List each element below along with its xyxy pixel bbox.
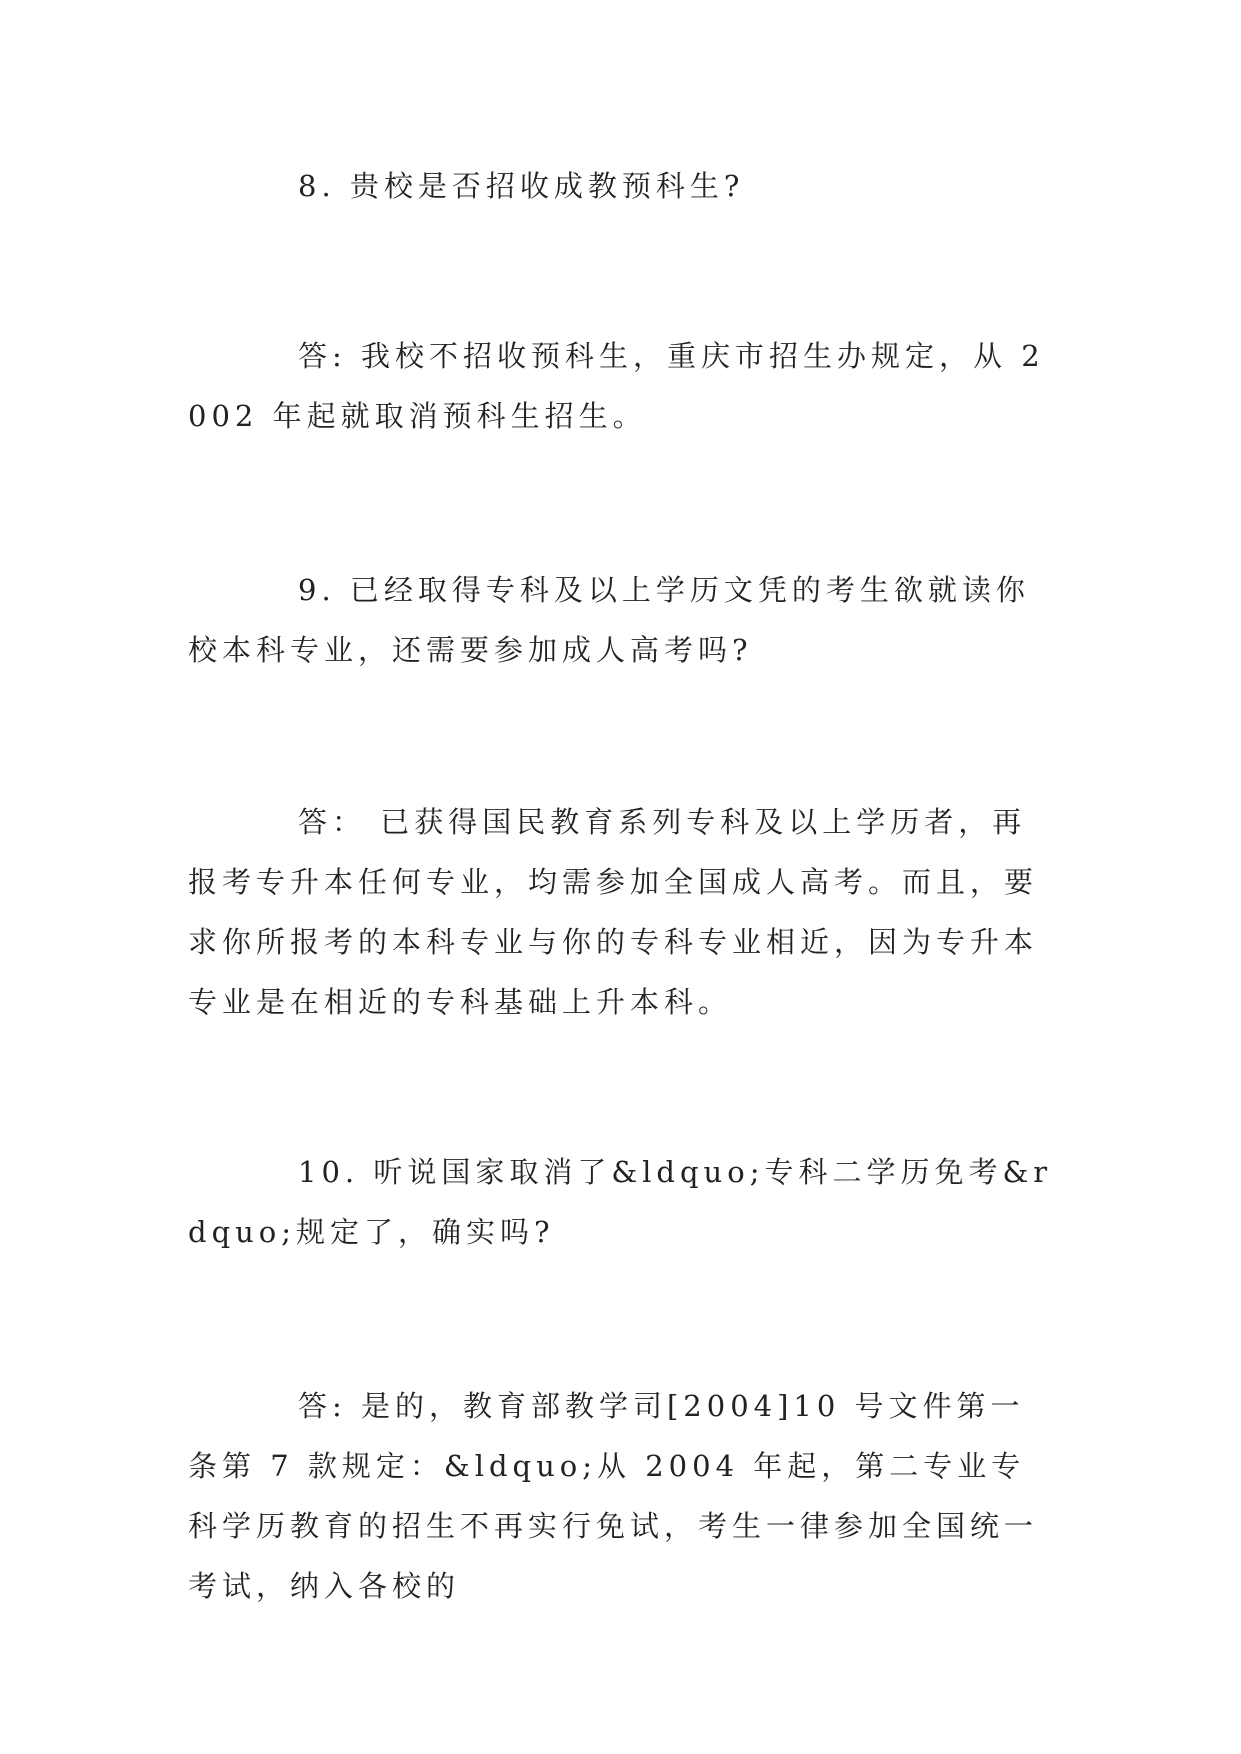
question-10: 10. 听说国家取消了&ldquo;专科二学历免考&rdquo;规定了，确实吗? [188,1155,1053,1249]
answer-10: 答: 是的，教育部教学司[2004]10 号文件第一条第 7 款规定：&ldquo;从 2004 年起，第二专业专科学历教育的招生不再实行免试，考生一律参加全国统一考试，纳入各校的 [188,1389,1039,1603]
answer-8: 答: 我校不招收预科生，重庆市招生办规定，从 2002 年起就取消预科生招生。 [188,339,1045,433]
answer-9: 答： 已获得国民教育系列专科及以上学历者，再报考专升本任何专业，均需参加全国成人高考。而且，要求你所报考的本科专业与你的专科专业相近，因为专升本专业是在相近的专科基础上升本科。 [188,805,1039,1019]
question-8: 8. 贵校是否招收成教预科生? [298,169,745,203]
question-9: 9. 已经取得专科及以上学历文凭的考生欲就读你校本科专业，还需要参加成人高考吗? [188,573,1030,667]
